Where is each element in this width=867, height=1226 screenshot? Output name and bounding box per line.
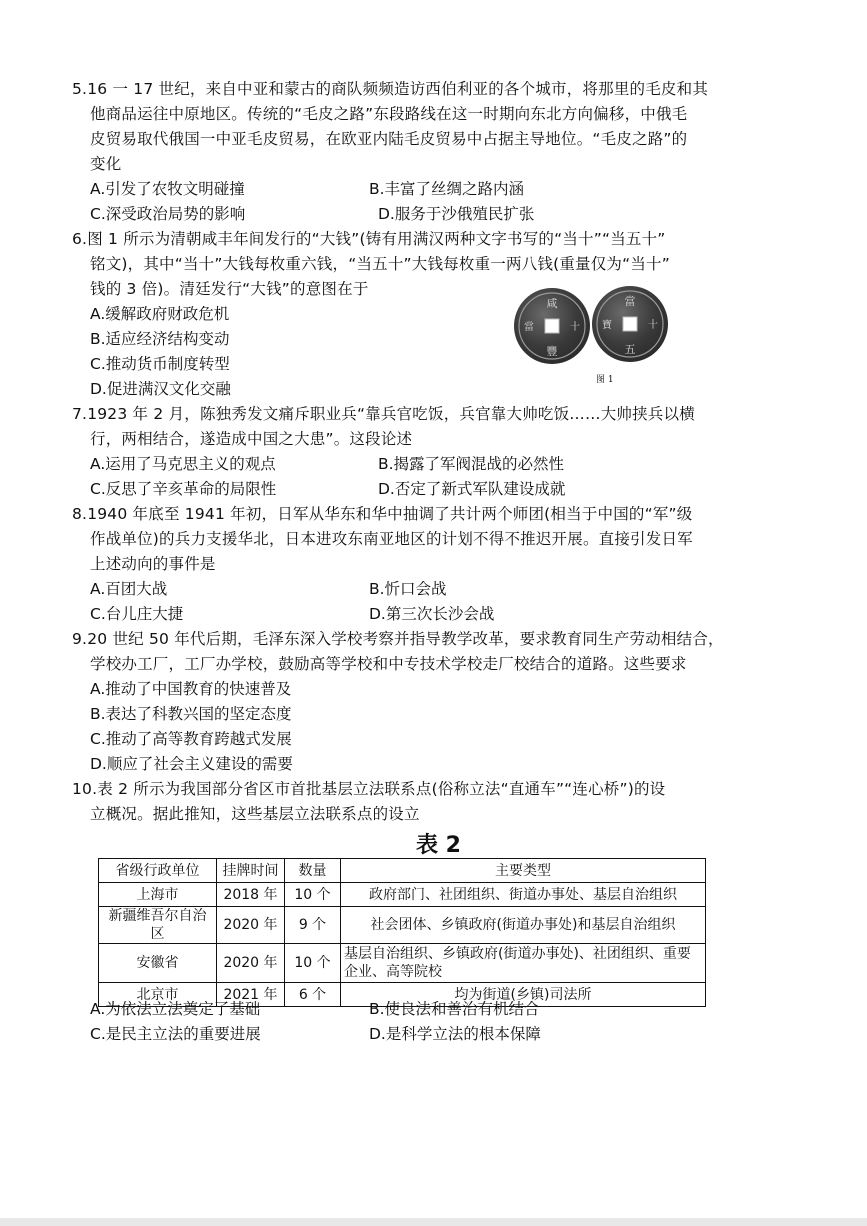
q6-option-b: B.适应经济结构变动: [90, 330, 230, 348]
q8-stem-line-3: 上述动向的事件是: [90, 555, 216, 573]
q6-option-a: A.缓解政府财政危机: [90, 305, 230, 323]
table-cell: 社会团体、乡镇政府(街道办事处)和基层自治组织: [341, 907, 706, 944]
q8-stem-line-2: 作战单位)的兵力支援华北，日本进攻东南亚地区的计划不得不推迟开展。直接引发日军: [90, 530, 693, 548]
q9-option-b: B.表达了科教兴国的坚定态度: [90, 705, 292, 723]
table-cell: 安徽省: [99, 944, 217, 983]
svg-text:咸: 咸: [546, 297, 558, 310]
q7-option-b: B.揭露了军阀混战的必然性: [378, 455, 565, 473]
q9-option-a: A.推动了中国教育的快速普及: [90, 680, 292, 698]
q9-option-d: D.顺应了社会主义建设的需要: [90, 755, 293, 773]
table-cell: 10 个: [285, 944, 341, 983]
q5-stem-line-1: 5.16 一 17 世纪，来自中亚和蒙古的商队频频造访西伯利亚的各个城市，将那里的毛皮和其: [72, 80, 709, 98]
table-2-title: 表 2: [416, 833, 461, 858]
table-cell: 均为街道(乡镇)司法所: [341, 983, 706, 1007]
table-cell: 政府部门、社团组织、街道办事处、基层自治组织: [341, 883, 706, 907]
svg-text:十: 十: [570, 322, 580, 333]
q7-option-d: D.否定了新式军队建设成就: [378, 480, 566, 498]
table-cell: 北京市: [99, 983, 217, 1007]
q8-option-a: A.百团大战: [90, 580, 168, 598]
table-header-row: [99, 859, 706, 883]
svg-text:寶: 寶: [602, 320, 612, 331]
q6-stem-line-3: 钱的 3 倍)。清廷发行“大钱”的意图在于: [90, 280, 369, 298]
table-2: [98, 858, 706, 1007]
q6-option-c: C.推动货币制度转型: [90, 355, 230, 373]
q6-stem-line-1: 6.图 1 所示为清朝咸丰年间发行的“大钱”(铸有用满汉两种文字书写的“当十”“当五十”: [72, 230, 666, 248]
table-cell: 基层自治组织、乡镇政府(街道办事处)、社团组织、重要企业、高等院校: [341, 944, 706, 983]
page-bottom-edge: [0, 1218, 867, 1226]
q10-option-b: B.使良法和善治有机结合: [369, 1000, 540, 1018]
table-cell: 新疆维吾尔自治区: [99, 907, 217, 944]
table-header-cell: 数量: [285, 859, 341, 883]
table-cell: 9 个: [285, 907, 341, 944]
q8-stem-line-1: 8.1940 年底至 1941 年初，日军从华东和华中抽调了共计两个师团(相当于中国的“军”级: [72, 505, 693, 523]
svg-text:豐: 豐: [546, 345, 558, 358]
q5-option-d: D.服务于沙俄殖民扩张: [378, 205, 535, 223]
table-row: [99, 907, 706, 944]
q5-option-c: C.深受政治局势的影响: [90, 205, 246, 223]
q10-option-a: A.为依法立法奠定了基础: [90, 1000, 261, 1018]
table-cell: 10 个: [285, 883, 341, 907]
q8-option-c: C.台儿庄大捷: [90, 605, 184, 623]
q10-stem-line-2: 立概况。据此推知，这些基层立法联系点的设立: [90, 805, 420, 823]
figure-1-coins: [512, 282, 672, 392]
q9-stem-line-2: 学校办工厂，工厂办学校，鼓励高等学校和中专技术学校走厂校结合的道路。这些要求: [90, 655, 687, 673]
q5-option-a: A.引发了农牧文明碰撞: [90, 180, 245, 198]
q7-option-a: A.运用了马克思主义的观点: [90, 455, 276, 473]
figure-1-caption: 图 1: [596, 375, 614, 385]
svg-text:十: 十: [648, 320, 658, 331]
table-row: [99, 883, 706, 907]
q10-stem-line-1: 10.表 2 所示为我国部分省区市首批基层立法联系点(俗称立法“直通车”“连心桥”)的设: [72, 780, 666, 798]
q5-stem-line-3: 皮贸易取代俄国一中亚毛皮贸易，在欧亚内陆毛皮贸易中占据主导地位。“毛皮之路”的: [90, 130, 688, 148]
q10-option-c: C.是民主立法的重要进展: [90, 1025, 261, 1043]
table-cell: 2020 年: [217, 907, 285, 944]
table-row: [99, 944, 706, 983]
q6-stem-line-2: 铭文)，其中“当十”大钱每枚重六钱，“当五十”大钱每枚重一两八钱(重量仅为“当十”: [90, 255, 670, 273]
table-header-cell: 省级行政单位: [99, 859, 217, 883]
q7-stem-line-2: 行，两相结合，遂造成中国之大患”。这段论述: [90, 430, 413, 448]
svg-text:五: 五: [624, 343, 636, 356]
table-header-cell: 主要类型: [341, 859, 706, 883]
table-cell: 6 个: [285, 983, 341, 1007]
svg-text:當: 當: [624, 295, 636, 308]
table-cell: 上海市: [99, 883, 217, 907]
svg-text:當: 當: [524, 322, 534, 333]
q7-stem-line-1: 7.1923 年 2 月，陈独秀发文痛斥职业兵“靠兵官吃饭，兵官靠大帅吃饭……大帅挟兵以横: [72, 405, 695, 423]
table-cell: 2018 年: [217, 883, 285, 907]
table-header-cell: 挂牌时间: [217, 859, 285, 883]
q6-option-d: D.促进满汉文化交融: [90, 380, 231, 398]
q7-option-c: C.反思了辛亥革命的局限性: [90, 480, 277, 498]
table-cell: 2021 年: [217, 983, 285, 1007]
q9-option-c: C.推动了高等教育跨越式发展: [90, 730, 292, 748]
coin-dang-wushi: [592, 286, 668, 362]
q5-stem-line-2: 他商品运往中原地区。传统的“毛皮之路”东段路线在这一时期向东北方向偏移，中俄毛: [90, 105, 688, 123]
q9-stem-line-1: 9.20 世纪 50 年代后期，毛泽东深入学校考察并指导教学改革，要求教育同生产劳动相结合，: [72, 630, 724, 648]
q8-option-b: B.忻口会战: [369, 580, 447, 598]
q8-option-d: D.第三次长沙会战: [369, 605, 495, 623]
q5-option-b: B.丰富了丝绸之路内涵: [369, 180, 525, 198]
q10-option-d: D.是科学立法的根本保障: [369, 1025, 541, 1043]
coin-dang-shi: [514, 288, 590, 364]
q5-stem-line-4: 变化: [90, 155, 122, 173]
table-cell: 2020 年: [217, 944, 285, 983]
